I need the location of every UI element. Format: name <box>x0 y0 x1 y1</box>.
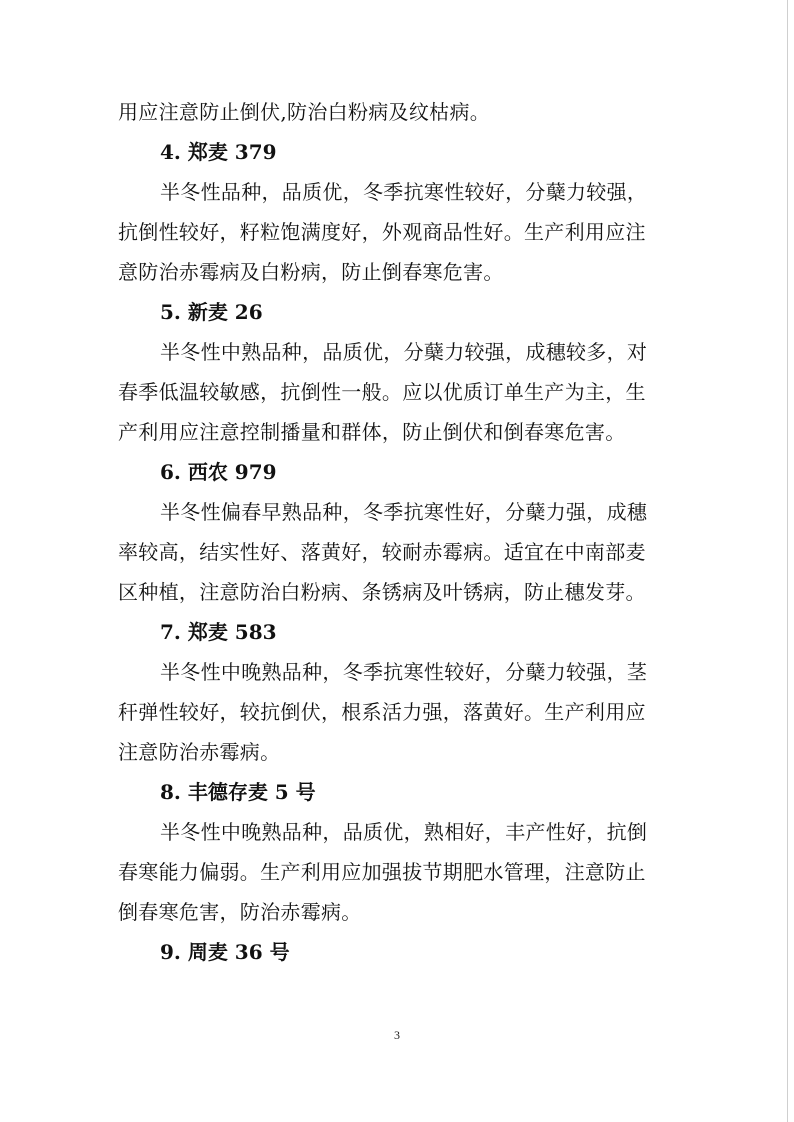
document-body <box>118 92 666 972</box>
section-heading-6: 6. 西农 979 <box>160 460 277 484</box>
section-paragraph-6 <box>118 492 666 612</box>
paragraph-line: 半冬性中晚熟品种，品质优，熟相好，丰产性好，抗倒 <box>160 820 648 844</box>
paragraph-line: 率较高，结实性好、落黄好，较耐赤霉病。适宜在中南部麦 <box>118 540 646 564</box>
intro-line: 用应注意防止倒伏,防治白粉病及纹枯病。 <box>118 100 491 124</box>
paragraph-line: 区种植，注意防治白粉病、条锈病及叶锈病，防止穗发芽。 <box>118 580 646 604</box>
paragraph-line: 半冬性中晚熟品种，冬季抗寒性较好，分蘖力较强，茎 <box>160 660 648 684</box>
paragraph-line: 半冬性中熟品种，品质优，分蘖力较强，成穗较多，对 <box>160 340 648 364</box>
paragraph-line: 春寒能力偏弱。生产利用应加强拔节期肥水管理，注意防止 <box>118 860 646 884</box>
paragraph-line: 半冬性偏春早熟品种，冬季抗寒性好，分蘖力强，成穗 <box>160 500 648 524</box>
paragraph-line: 注意防治赤霉病。 <box>118 740 281 764</box>
section-heading-7: 7. 郑麦 583 <box>160 620 277 644</box>
section-heading-8: 8. 丰德存麦 5 号 <box>160 780 316 804</box>
section-heading-4: 4. 郑麦 379 <box>160 140 277 164</box>
section-paragraph-5 <box>118 332 666 452</box>
paragraph-line: 产利用应注意控制播量和群体，防止倒伏和倒春寒危害。 <box>118 420 626 444</box>
paragraph-line: 半冬性品种，品质优，冬季抗寒性较好，分蘖力较强， <box>160 180 648 204</box>
paragraph-line: 意防治赤霉病及白粉病，防止倒春寒危害。 <box>118 260 504 284</box>
page-number: 3 <box>394 1028 400 1042</box>
paragraph-line: 秆弹性较好，较抗倒伏，根系活力强，落黄好。生产利用应 <box>118 700 646 724</box>
section-paragraph-7 <box>118 652 666 772</box>
section-heading-9: 9. 周麦 36 号 <box>160 940 290 964</box>
section-paragraph-4 <box>118 172 666 292</box>
section-paragraph-8 <box>118 812 666 932</box>
paragraph-line: 春季低温较敏感，抗倒性一般。应以优质订单生产为主，生 <box>118 380 646 404</box>
paragraph-line: 抗倒性较好，籽粒饱满度好，外观商品性好。生产利用应注 <box>118 220 646 244</box>
paragraph-line: 倒春寒危害，防治赤霉病。 <box>118 900 362 924</box>
section-heading-5: 5. 新麦 26 <box>160 300 263 324</box>
scan-edge-line <box>787 0 788 1122</box>
